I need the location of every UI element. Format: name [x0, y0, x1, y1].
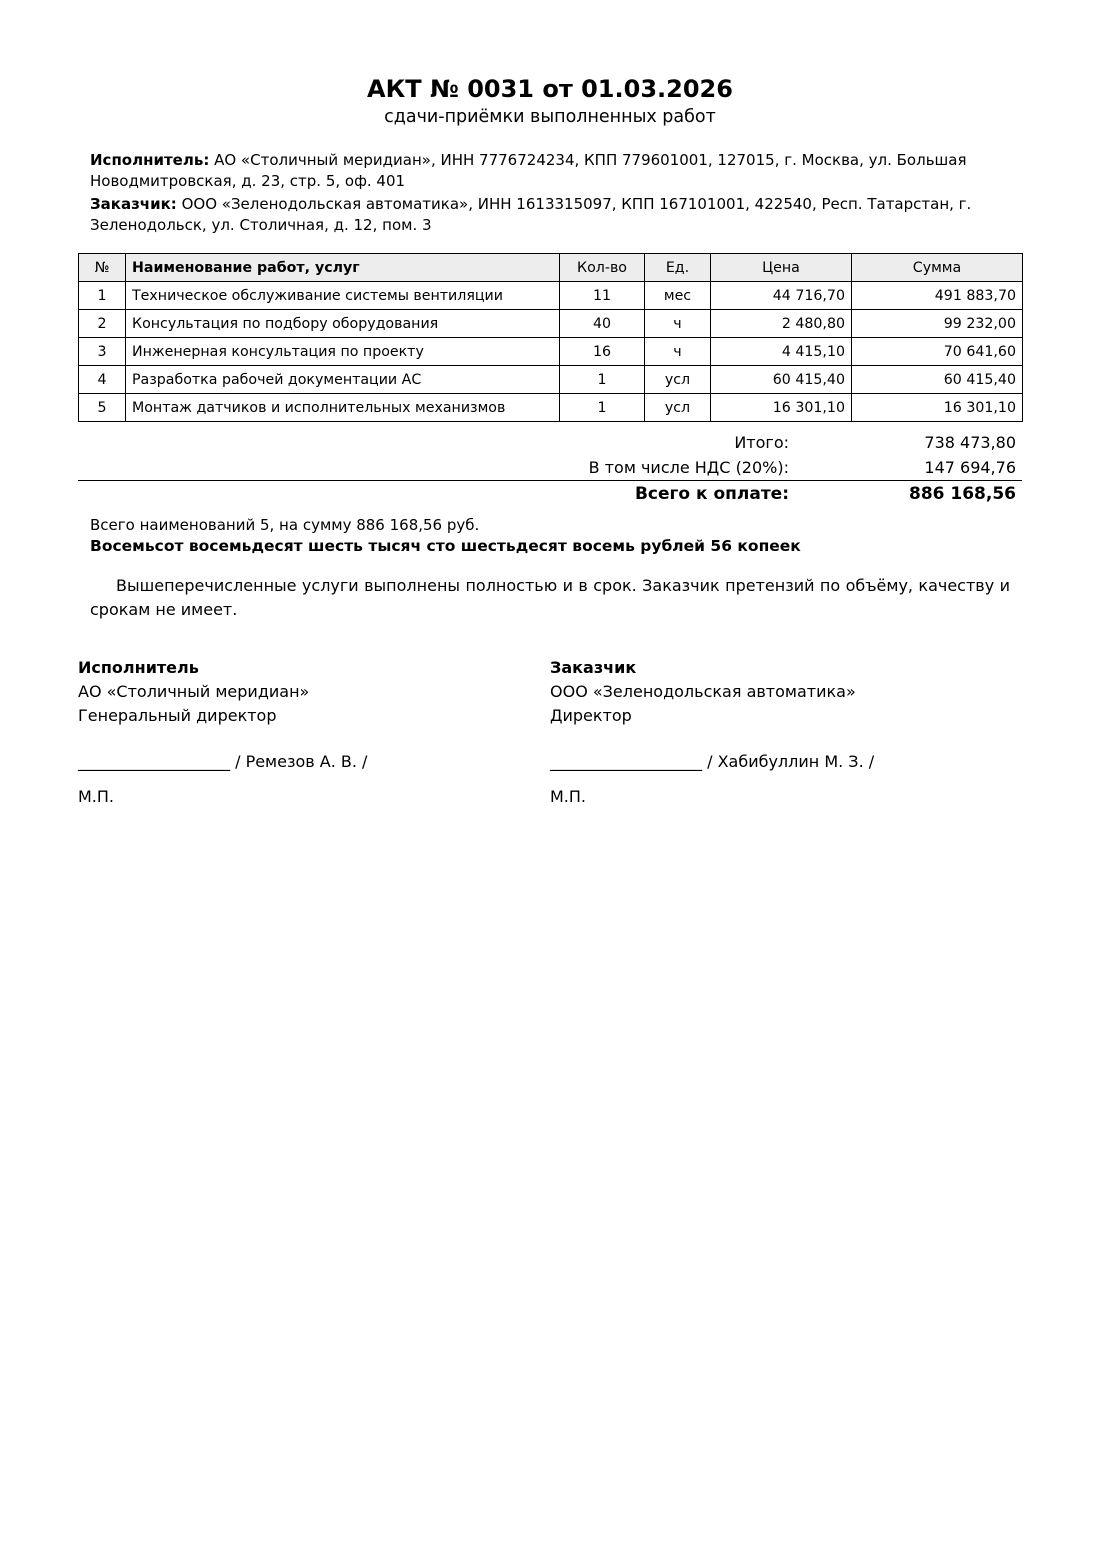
grand-total-value: 886 168,56: [908, 484, 1016, 504]
header-qty: Кол-во: [560, 254, 645, 282]
header-num: №: [79, 254, 126, 282]
amount-in-words: Восемьсот восемьдесят шесть тысяч сто шестьдесят восемь рублей 56 копеек: [90, 537, 801, 555]
table-header-row: [79, 254, 1023, 282]
grand-total-row: [78, 480, 1022, 507]
customer-signature-block: [550, 656, 970, 809]
row-price: 44 716,70: [711, 282, 852, 310]
vat-row: [78, 455, 1022, 480]
row-num: 5: [79, 394, 126, 422]
customer-org: ООО «Зеленодольская автоматика»: [550, 682, 856, 701]
items-count-summary: Всего наименований 5, на сумму 886 168,56 руб.: [90, 516, 480, 534]
vat-label: В том числе НДС (20%):: [588, 458, 789, 477]
row-unit: усл: [645, 394, 711, 422]
row-name: Разработка рабочей документации АС: [126, 366, 560, 394]
totals-block: [78, 430, 1022, 507]
executor-details: [90, 150, 1020, 192]
subtotal-label: Итого:: [734, 433, 789, 452]
grand-total-label: Всего к оплате:: [634, 484, 789, 504]
acceptance-statement: Вышеперечисленные услуги выполнены полностью и в срок. Заказчик претензий по объёму, качеству и срокам не имеет.: [90, 576, 1010, 619]
table-row: [79, 282, 1023, 310]
row-num: 4: [79, 366, 126, 394]
customer-label: Заказчик:: [90, 195, 177, 213]
executor-role: Исполнитель: [78, 658, 199, 677]
row-qty: 1: [560, 366, 645, 394]
services-table: [78, 253, 1023, 422]
row-sum: 60 415,40: [852, 366, 1023, 394]
row-unit: ч: [645, 310, 711, 338]
row-price: 16 301,10: [711, 394, 852, 422]
subtotal-row: [78, 430, 1022, 455]
table-row: [79, 394, 1023, 422]
executor-stamp: М.П.: [78, 787, 115, 806]
row-num: 2: [79, 310, 126, 338]
executor-signature-block: [78, 656, 498, 809]
row-qty: 11: [560, 282, 645, 310]
row-num: 3: [79, 338, 126, 366]
header-unit: Ед.: [645, 254, 711, 282]
table-row: [79, 366, 1023, 394]
document-title: АКТ № 0031 от 01.03.2026: [367, 75, 733, 103]
header-name: Наименование работ, услуг: [126, 254, 560, 282]
customer-stamp: М.П.: [550, 787, 587, 806]
table-row: [79, 338, 1023, 366]
row-sum: 70 641,60: [852, 338, 1023, 366]
row-qty: 40: [560, 310, 645, 338]
row-sum: 99 232,00: [852, 310, 1023, 338]
customer-position: Директор: [550, 706, 632, 725]
row-sum: 16 301,10: [852, 394, 1023, 422]
row-price: 2 480,80: [711, 310, 852, 338]
row-price: 60 415,40: [711, 366, 852, 394]
customer-text: ООО «Зеленодольская автоматика», ИНН 1613315097, КПП 167101001, 422540, Респ. Татарстан, г. Зеленодольск, ул. Столичная, д. 12, пом. 3: [90, 195, 972, 234]
table-row: [79, 310, 1023, 338]
row-qty: 16: [560, 338, 645, 366]
customer-sign-line: ___________________ / Хабибуллин М. З. /: [550, 752, 875, 771]
executor-sign-line: ___________________ / Ремезов А. В. /: [78, 752, 368, 771]
row-name: Монтаж датчиков и исполнительных механизмов: [126, 394, 560, 422]
row-unit: мес: [645, 282, 711, 310]
executor-position: Генеральный директор: [78, 706, 277, 725]
row-name: Инженерная консультация по проекту: [126, 338, 560, 366]
subtotal-value: 738 473,80: [924, 433, 1016, 452]
executor-label: Исполнитель:: [90, 151, 210, 169]
row-price: 4 415,10: [711, 338, 852, 366]
document-subtitle: сдачи-приёмки выполненных работ: [384, 107, 716, 127]
header-price: Цена: [711, 254, 852, 282]
header-sum: Сумма: [852, 254, 1023, 282]
executor-text: АО «Столичный меридиан», ИНН 7776724234, КПП 779601001, 127015, г. Москва, ул. Большая Новодмитровская, д. 23, стр. 5, оф. 401: [90, 151, 967, 190]
row-name: Техническое обслуживание системы вентиляции: [126, 282, 560, 310]
row-num: 1: [79, 282, 126, 310]
row-unit: ч: [645, 338, 711, 366]
row-name: Консультация по подбору оборудования: [126, 310, 560, 338]
customer-details: [90, 194, 1020, 236]
row-qty: 1: [560, 394, 645, 422]
row-unit: усл: [645, 366, 711, 394]
executor-org: АО «Столичный меридиан»: [78, 682, 310, 701]
vat-value: 147 694,76: [924, 458, 1016, 477]
row-sum: 491 883,70: [852, 282, 1023, 310]
customer-role: Заказчик: [550, 658, 637, 677]
